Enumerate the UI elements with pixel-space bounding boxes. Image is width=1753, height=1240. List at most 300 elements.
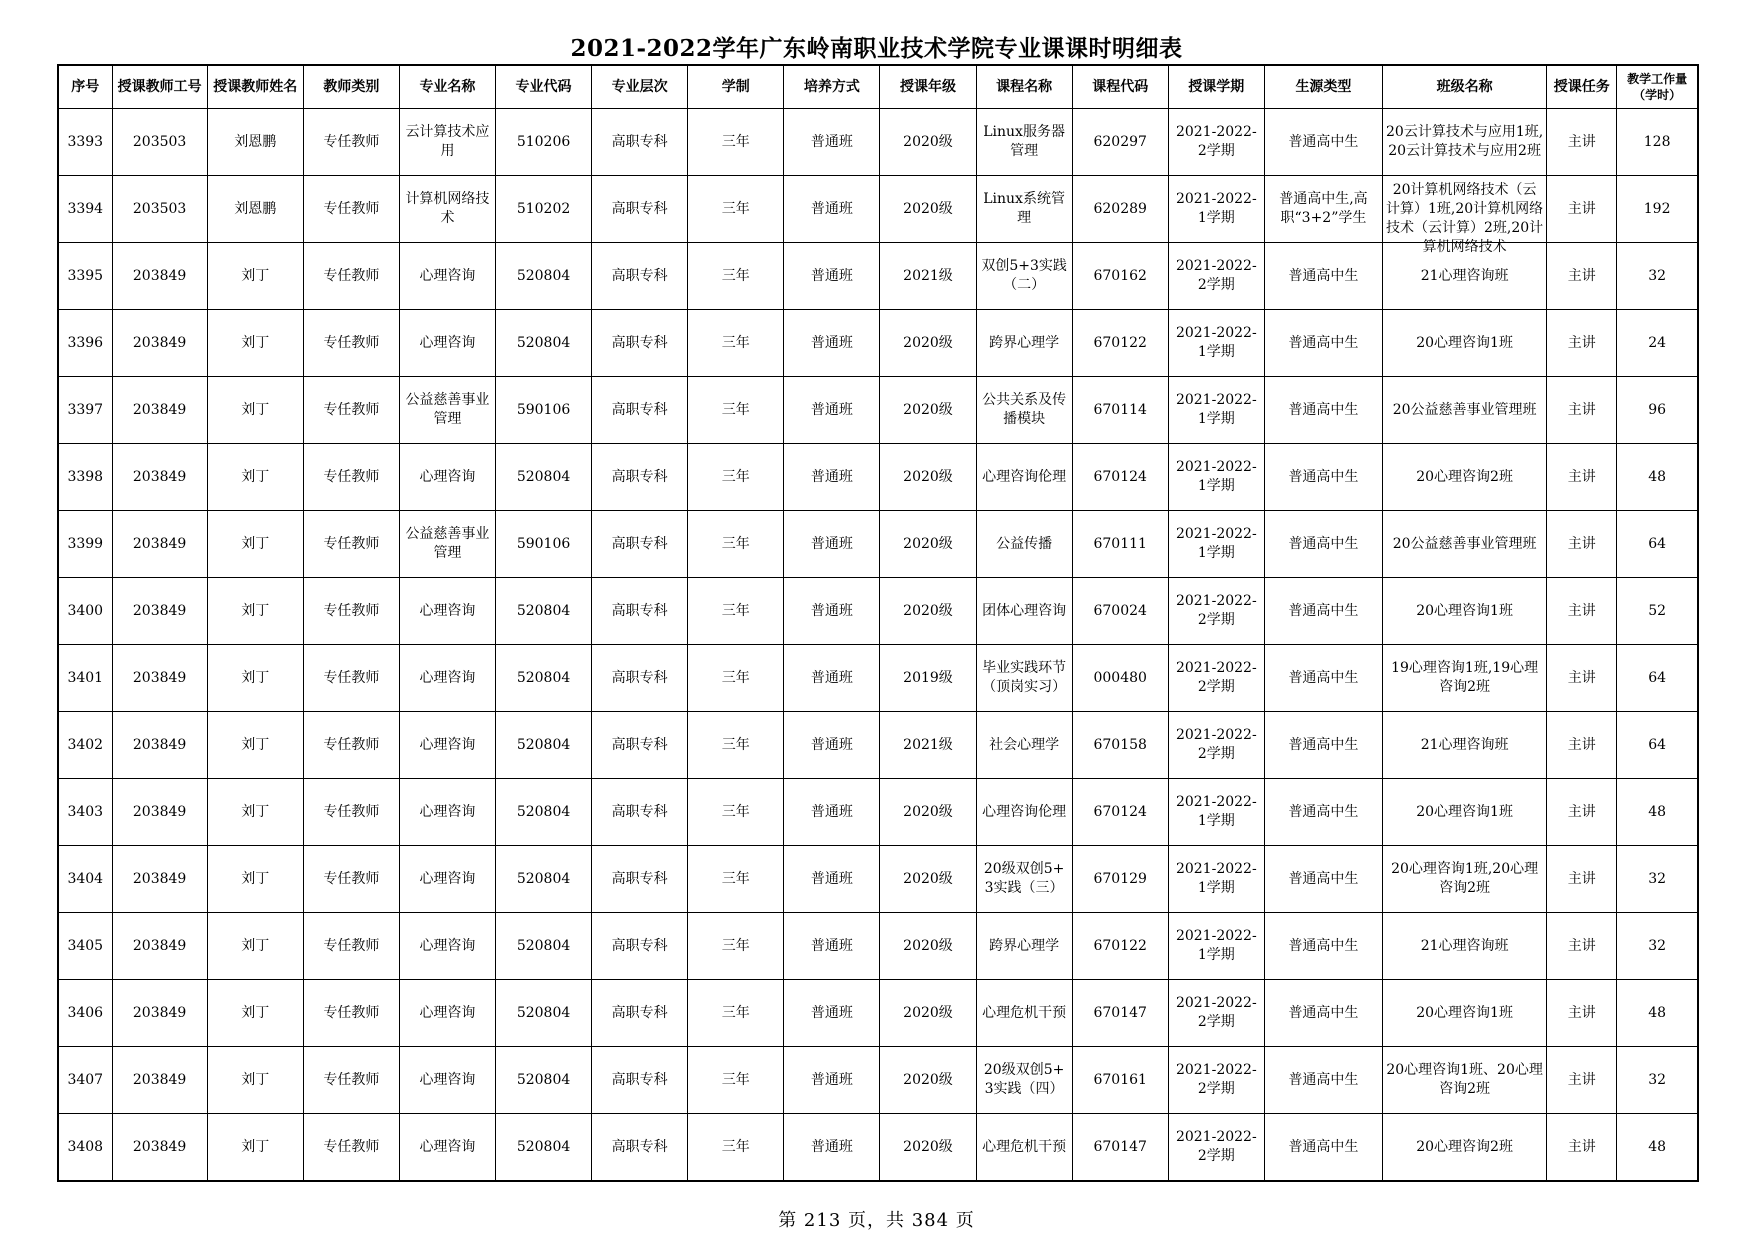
cell-course-code xyxy=(1072,1114,1168,1182)
major-name-text: 心理咨询 xyxy=(419,736,476,753)
class-name-text: 20心理咨询1班、20心理咨询2班 xyxy=(1386,1062,1543,1097)
major-level-text: 高职专科 xyxy=(611,1004,668,1021)
workload-hours-text: 48 xyxy=(1648,1004,1667,1021)
cell-student-source xyxy=(1264,846,1382,913)
teaching-task-text: 主讲 xyxy=(1567,1004,1596,1021)
cell-teacher-type xyxy=(303,779,399,846)
cell-teacher-name xyxy=(207,846,303,913)
teacher-id-text: 203503 xyxy=(132,200,187,217)
workload-hours-text: 24 xyxy=(1648,334,1667,351)
course-name-text: 毕业实践环节（顶岗实习） xyxy=(982,660,1067,695)
column-header: 教师类别 xyxy=(303,65,399,109)
grade-text: 2020级 xyxy=(903,334,953,351)
cell-term xyxy=(1168,980,1264,1047)
cell-course-code xyxy=(1072,310,1168,377)
cell-class-name xyxy=(1383,176,1547,255)
course-name-text: 心理危机干预 xyxy=(982,1004,1067,1021)
table-row xyxy=(58,578,1698,645)
teaching-task-text: 主讲 xyxy=(1567,803,1596,820)
course-code-text: 670124 xyxy=(1093,468,1147,485)
cell-program-duration xyxy=(688,578,784,645)
major-code-text: 520804 xyxy=(516,468,571,485)
cell-student-source xyxy=(1264,109,1382,176)
cell-teacher-type xyxy=(303,846,399,913)
table-row xyxy=(58,779,1698,846)
course-name-text: 心理咨询伦理 xyxy=(982,468,1067,485)
cell-term xyxy=(1168,444,1264,511)
course-name-text: 心理危机干预 xyxy=(982,1138,1067,1155)
cell-class-name xyxy=(1383,109,1547,176)
cell-teacher-id xyxy=(112,1047,207,1114)
teacher-name-text: 刘丁 xyxy=(241,803,270,820)
cell-training-mode xyxy=(784,243,880,310)
teacher-name-text: 刘丁 xyxy=(241,937,270,954)
cell-program-duration xyxy=(688,1114,784,1182)
teacher-id-text: 203849 xyxy=(132,1138,187,1155)
cell-major-name xyxy=(399,846,495,913)
workload-hours-text: 48 xyxy=(1648,468,1667,485)
student-source-text: 普通高中生 xyxy=(1288,937,1359,954)
major-code-text: 520804 xyxy=(516,803,571,820)
row-number-text: 3400 xyxy=(67,602,104,619)
course-code-text: 670161 xyxy=(1093,1071,1147,1088)
cell-course-code xyxy=(1072,243,1168,310)
program-duration-text: 三年 xyxy=(721,1138,750,1155)
training-mode-text: 普通班 xyxy=(810,535,853,552)
major-name-text: 公益慈善事业管理 xyxy=(405,392,490,427)
program-duration-text: 三年 xyxy=(721,468,750,485)
cell-teacher-id xyxy=(112,243,207,310)
teaching-task-text: 主讲 xyxy=(1567,267,1596,284)
major-name-text: 心理咨询 xyxy=(419,1138,476,1155)
table-row xyxy=(58,176,1698,243)
cell-program-duration xyxy=(688,913,784,980)
cell-course-code xyxy=(1072,1047,1168,1114)
row-number-text: 3407 xyxy=(67,1071,104,1088)
cell-program-duration xyxy=(688,176,784,243)
table-row xyxy=(58,444,1698,511)
program-duration-text: 三年 xyxy=(721,334,750,351)
cell-course-name xyxy=(976,176,1072,243)
grade-text: 2020级 xyxy=(903,1071,953,1088)
course-code-text: 000480 xyxy=(1093,669,1147,686)
row-number-text: 3403 xyxy=(67,803,104,820)
class-name-text: 19心理咨询1班,19心理咨询2班 xyxy=(1391,660,1539,695)
cell-teacher-id xyxy=(112,645,207,712)
course-name-text: 团体心理咨询 xyxy=(982,602,1067,619)
teaching-task-text: 主讲 xyxy=(1567,736,1596,753)
training-mode-text: 普通班 xyxy=(810,133,853,150)
teacher-id-text: 203849 xyxy=(132,267,187,284)
cell-course-code xyxy=(1072,846,1168,913)
cell-teaching-task xyxy=(1547,913,1617,980)
cell-row-number xyxy=(58,511,112,578)
teacher-type-text: 专任教师 xyxy=(323,133,380,150)
cell-program-duration xyxy=(688,310,784,377)
cell-program-duration xyxy=(688,645,784,712)
table-row xyxy=(58,913,1698,980)
table-row xyxy=(58,511,1698,578)
cell-course-name xyxy=(976,109,1072,176)
cell-major-code xyxy=(496,645,592,712)
student-source-text: 普通高中生 xyxy=(1288,133,1359,150)
cell-course-name xyxy=(976,243,1072,310)
column-header: 授课年级 xyxy=(880,65,976,109)
teaching-task-text: 主讲 xyxy=(1567,1138,1596,1155)
cell-grade xyxy=(880,511,976,578)
cell-major-code xyxy=(496,310,592,377)
cell-course-code xyxy=(1072,444,1168,511)
major-name-text: 心理咨询 xyxy=(419,267,476,284)
student-source-text: 普通高中生 xyxy=(1288,736,1359,753)
cell-course-name xyxy=(976,846,1072,913)
workload-hours-text: 128 xyxy=(1643,133,1671,150)
term-text: 2021-2022-2学期 xyxy=(1175,593,1257,628)
cell-training-mode xyxy=(784,578,880,645)
cell-row-number xyxy=(58,310,112,377)
teacher-id-text: 203849 xyxy=(132,1071,187,1088)
row-number-text: 3396 xyxy=(67,334,104,351)
major-name-text: 心理咨询 xyxy=(419,870,476,887)
table-row xyxy=(58,310,1698,377)
cell-teaching-task xyxy=(1547,243,1617,310)
row-number-text: 3393 xyxy=(67,133,104,150)
workload-hours-text: 192 xyxy=(1643,200,1671,217)
cell-teacher-name xyxy=(207,444,303,511)
program-duration-text: 三年 xyxy=(721,669,750,686)
cell-major-name xyxy=(399,243,495,310)
cell-major-level xyxy=(592,712,688,779)
cell-class-name xyxy=(1383,1047,1547,1114)
cell-teacher-type xyxy=(303,444,399,511)
cell-grade xyxy=(880,310,976,377)
teacher-type-text: 专任教师 xyxy=(323,1138,380,1155)
cell-class-name xyxy=(1383,980,1547,1047)
major-name-text: 心理咨询 xyxy=(419,1071,476,1088)
major-level-text: 高职专科 xyxy=(611,334,668,351)
cell-major-level xyxy=(592,1114,688,1182)
cell-teacher-name xyxy=(207,645,303,712)
cell-training-mode xyxy=(784,1114,880,1182)
cell-row-number xyxy=(58,712,112,779)
teacher-id-text: 203849 xyxy=(132,468,187,485)
major-code-text: 520804 xyxy=(516,736,571,753)
cell-major-name xyxy=(399,645,495,712)
cell-term xyxy=(1168,779,1264,846)
course-name-text: 心理咨询伦理 xyxy=(982,803,1067,820)
cell-program-duration xyxy=(688,511,784,578)
cell-teacher-id xyxy=(112,310,207,377)
row-number-text: 3408 xyxy=(67,1138,104,1155)
teacher-type-text: 专任教师 xyxy=(323,669,380,686)
cell-major-level xyxy=(592,243,688,310)
program-duration-text: 三年 xyxy=(721,602,750,619)
cell-teacher-id xyxy=(112,377,207,444)
course-name-text: 跨界心理学 xyxy=(989,937,1060,954)
term-text: 2021-2022-1学期 xyxy=(1175,325,1257,360)
course-code-text: 670147 xyxy=(1093,1138,1147,1155)
cell-class-name xyxy=(1383,779,1547,846)
class-name-text: 20心理咨询1班 xyxy=(1416,334,1513,351)
teacher-type-text: 专任教师 xyxy=(323,1071,380,1088)
cell-course-name xyxy=(976,645,1072,712)
class-name-text: 20云计算技术与应用1班,20云计算技术与应用2班 xyxy=(1386,124,1544,159)
teacher-id-text: 203503 xyxy=(132,133,187,150)
cell-workload-hours xyxy=(1617,377,1698,444)
cell-grade xyxy=(880,913,976,980)
teacher-id-text: 203849 xyxy=(132,334,187,351)
cell-teaching-task xyxy=(1547,712,1617,779)
cell-major-name xyxy=(399,511,495,578)
row-number-text: 3404 xyxy=(67,870,104,887)
cell-program-duration xyxy=(688,846,784,913)
teaching-task-text: 主讲 xyxy=(1567,535,1596,552)
cell-teacher-name xyxy=(207,779,303,846)
cell-course-name xyxy=(976,980,1072,1047)
training-mode-text: 普通班 xyxy=(810,1138,853,1155)
class-name-text: 20计算机网络技术（云计算）1班,20计算机网络技术（云计算）2班,20计算机网络技术 xyxy=(1386,181,1544,255)
column-header: 班级名称 xyxy=(1383,65,1547,109)
cell-teaching-task xyxy=(1547,846,1617,913)
teacher-id-text: 203849 xyxy=(132,669,187,686)
training-mode-text: 普通班 xyxy=(810,200,853,217)
cell-row-number xyxy=(58,1114,112,1182)
cell-row-number xyxy=(58,913,112,980)
cell-major-code xyxy=(496,980,592,1047)
major-level-text: 高职专科 xyxy=(611,401,668,418)
training-mode-text: 普通班 xyxy=(810,602,853,619)
teaching-task-text: 主讲 xyxy=(1567,468,1596,485)
cell-teaching-task xyxy=(1547,109,1617,176)
cell-teacher-type xyxy=(303,980,399,1047)
cell-row-number xyxy=(58,176,112,243)
cell-grade xyxy=(880,176,976,243)
cell-teacher-id xyxy=(112,578,207,645)
cell-training-mode xyxy=(784,980,880,1047)
cell-class-name xyxy=(1383,578,1547,645)
major-level-text: 高职专科 xyxy=(611,736,668,753)
cell-course-name xyxy=(976,913,1072,980)
cell-major-name xyxy=(399,310,495,377)
term-text: 2021-2022-2学期 xyxy=(1175,124,1257,159)
cell-training-mode xyxy=(784,310,880,377)
cell-row-number xyxy=(58,243,112,310)
cell-teacher-type xyxy=(303,176,399,243)
cell-student-source xyxy=(1264,310,1382,377)
teacher-id-text: 203849 xyxy=(132,870,187,887)
row-number-text: 3394 xyxy=(67,200,104,217)
student-source-text: 普通高中生 xyxy=(1288,535,1359,552)
cell-workload-hours xyxy=(1617,980,1698,1047)
cell-major-level xyxy=(592,310,688,377)
cell-term xyxy=(1168,712,1264,779)
cell-grade xyxy=(880,712,976,779)
row-number-text: 3402 xyxy=(67,736,104,753)
major-name-text: 计算机网络技术 xyxy=(405,191,490,226)
cell-training-mode xyxy=(784,511,880,578)
cell-teacher-name xyxy=(207,176,303,243)
student-source-text: 普通高中生 xyxy=(1288,870,1359,887)
teacher-type-text: 专任教师 xyxy=(323,736,380,753)
column-header: 课程代码 xyxy=(1072,65,1168,109)
course-name-text: 公共关系及传播模块 xyxy=(982,392,1067,427)
cell-grade xyxy=(880,444,976,511)
major-code-text: 590106 xyxy=(516,535,571,552)
cell-workload-hours xyxy=(1617,846,1698,913)
cell-course-code xyxy=(1072,779,1168,846)
class-name-text: 21心理咨询班 xyxy=(1420,937,1509,954)
cell-workload-hours xyxy=(1617,511,1698,578)
cell-grade xyxy=(880,779,976,846)
column-header: 专业代码 xyxy=(496,65,592,109)
major-code-text: 510202 xyxy=(516,200,571,217)
major-name-text: 心理咨询 xyxy=(419,937,476,954)
cell-teacher-id xyxy=(112,779,207,846)
workload-hours-text: 64 xyxy=(1648,535,1667,552)
column-header: 授课学期 xyxy=(1168,65,1264,109)
cell-class-name xyxy=(1383,645,1547,712)
cell-program-duration xyxy=(688,377,784,444)
cell-major-level xyxy=(592,578,688,645)
workload-hours-text: 32 xyxy=(1648,937,1667,954)
cell-workload-hours xyxy=(1617,712,1698,779)
cell-training-mode xyxy=(784,176,880,243)
term-text: 2021-2022-2学期 xyxy=(1175,1129,1257,1164)
cell-major-code xyxy=(496,377,592,444)
cell-major-level xyxy=(592,511,688,578)
teacher-type-text: 专任教师 xyxy=(323,535,380,552)
row-number-text: 3399 xyxy=(67,535,104,552)
cell-major-code xyxy=(496,176,592,243)
row-number-text: 3401 xyxy=(67,669,104,686)
teaching-task-text: 主讲 xyxy=(1567,669,1596,686)
teacher-name-text: 刘丁 xyxy=(241,267,270,284)
workload-hours-text: 64 xyxy=(1648,669,1667,686)
cell-teacher-type xyxy=(303,511,399,578)
cell-teaching-task xyxy=(1547,980,1617,1047)
program-duration-text: 三年 xyxy=(721,1071,750,1088)
course-code-text: 670129 xyxy=(1093,870,1147,887)
training-mode-text: 普通班 xyxy=(810,401,853,418)
course-hours-table xyxy=(57,64,1699,1182)
cell-training-mode xyxy=(784,377,880,444)
teaching-task-text: 主讲 xyxy=(1567,200,1596,217)
teaching-task-text: 主讲 xyxy=(1567,334,1596,351)
cell-course-code xyxy=(1072,712,1168,779)
cell-student-source xyxy=(1264,1114,1382,1182)
column-header: 课程名称 xyxy=(976,65,1072,109)
cell-teacher-type xyxy=(303,377,399,444)
class-name-text: 20心理咨询1班 xyxy=(1416,803,1513,820)
teacher-id-text: 203849 xyxy=(132,1004,187,1021)
cell-training-mode xyxy=(784,1047,880,1114)
class-name-text: 20公益慈善事业管理班 xyxy=(1392,535,1537,552)
cell-major-name xyxy=(399,1047,495,1114)
table-row xyxy=(58,1114,1698,1182)
program-duration-text: 三年 xyxy=(721,937,750,954)
student-source-text: 普通高中生 xyxy=(1288,803,1359,820)
cell-major-name xyxy=(399,980,495,1047)
cell-workload-hours xyxy=(1617,913,1698,980)
cell-student-source xyxy=(1264,1047,1382,1114)
major-level-text: 高职专科 xyxy=(611,870,668,887)
workload-hours-text: 32 xyxy=(1648,267,1667,284)
cell-teacher-id xyxy=(112,444,207,511)
student-source-text: 普通高中生 xyxy=(1288,1071,1359,1088)
cell-workload-hours xyxy=(1617,243,1698,310)
cell-class-name xyxy=(1383,310,1547,377)
cell-teaching-task xyxy=(1547,444,1617,511)
term-text: 2021-2022-1学期 xyxy=(1175,459,1257,494)
cell-teacher-name xyxy=(207,712,303,779)
term-text: 2021-2022-2学期 xyxy=(1175,258,1257,293)
teacher-id-text: 203849 xyxy=(132,736,187,753)
cell-teacher-type xyxy=(303,310,399,377)
cell-term xyxy=(1168,645,1264,712)
term-text: 2021-2022-1学期 xyxy=(1175,392,1257,427)
teacher-name-text: 刘丁 xyxy=(241,1004,270,1021)
major-level-text: 高职专科 xyxy=(611,133,668,150)
course-code-text: 620297 xyxy=(1093,133,1147,150)
cell-training-mode xyxy=(784,779,880,846)
cell-course-code xyxy=(1072,578,1168,645)
column-header: 专业名称 xyxy=(399,65,495,109)
grade-text: 2020级 xyxy=(903,1004,953,1021)
cell-program-duration xyxy=(688,109,784,176)
teacher-name-text: 刘丁 xyxy=(241,401,270,418)
cell-teaching-task xyxy=(1547,511,1617,578)
cell-teacher-name xyxy=(207,243,303,310)
cell-program-duration xyxy=(688,712,784,779)
cell-course-name xyxy=(976,712,1072,779)
major-code-text: 520804 xyxy=(516,937,571,954)
cell-teaching-task xyxy=(1547,1114,1617,1182)
student-source-text: 普通高中生 xyxy=(1288,1138,1359,1155)
cell-grade xyxy=(880,846,976,913)
cell-workload-hours xyxy=(1617,176,1698,243)
cell-teaching-task xyxy=(1547,377,1617,444)
cell-term xyxy=(1168,511,1264,578)
teaching-task-text: 主讲 xyxy=(1567,937,1596,954)
cell-training-mode xyxy=(784,846,880,913)
teacher-name-text: 刘丁 xyxy=(241,870,270,887)
class-name-text: 20心理咨询1班,20心理咨询2班 xyxy=(1391,861,1539,896)
training-mode-text: 普通班 xyxy=(810,937,853,954)
cell-course-name xyxy=(976,1114,1072,1182)
cell-student-source xyxy=(1264,913,1382,980)
grade-text: 2020级 xyxy=(903,937,953,954)
term-text: 2021-2022-2学期 xyxy=(1175,660,1257,695)
grade-text: 2020级 xyxy=(903,535,953,552)
cell-teacher-name xyxy=(207,578,303,645)
student-source-text: 普通高中生 xyxy=(1288,468,1359,485)
program-duration-text: 三年 xyxy=(721,736,750,753)
cell-grade xyxy=(880,109,976,176)
course-name-text: Linux服务器管理 xyxy=(983,124,1065,159)
cell-student-source xyxy=(1264,578,1382,645)
student-source-text: 普通高中生 xyxy=(1288,602,1359,619)
cell-workload-hours xyxy=(1617,444,1698,511)
training-mode-text: 普通班 xyxy=(810,803,853,820)
cell-major-code xyxy=(496,511,592,578)
training-mode-text: 普通班 xyxy=(810,669,853,686)
cell-major-level xyxy=(592,913,688,980)
cell-workload-hours xyxy=(1617,310,1698,377)
cell-major-code xyxy=(496,913,592,980)
teacher-id-text: 203849 xyxy=(132,602,187,619)
workload-hours-text: 48 xyxy=(1648,1138,1667,1155)
course-code-text: 670147 xyxy=(1093,1004,1147,1021)
